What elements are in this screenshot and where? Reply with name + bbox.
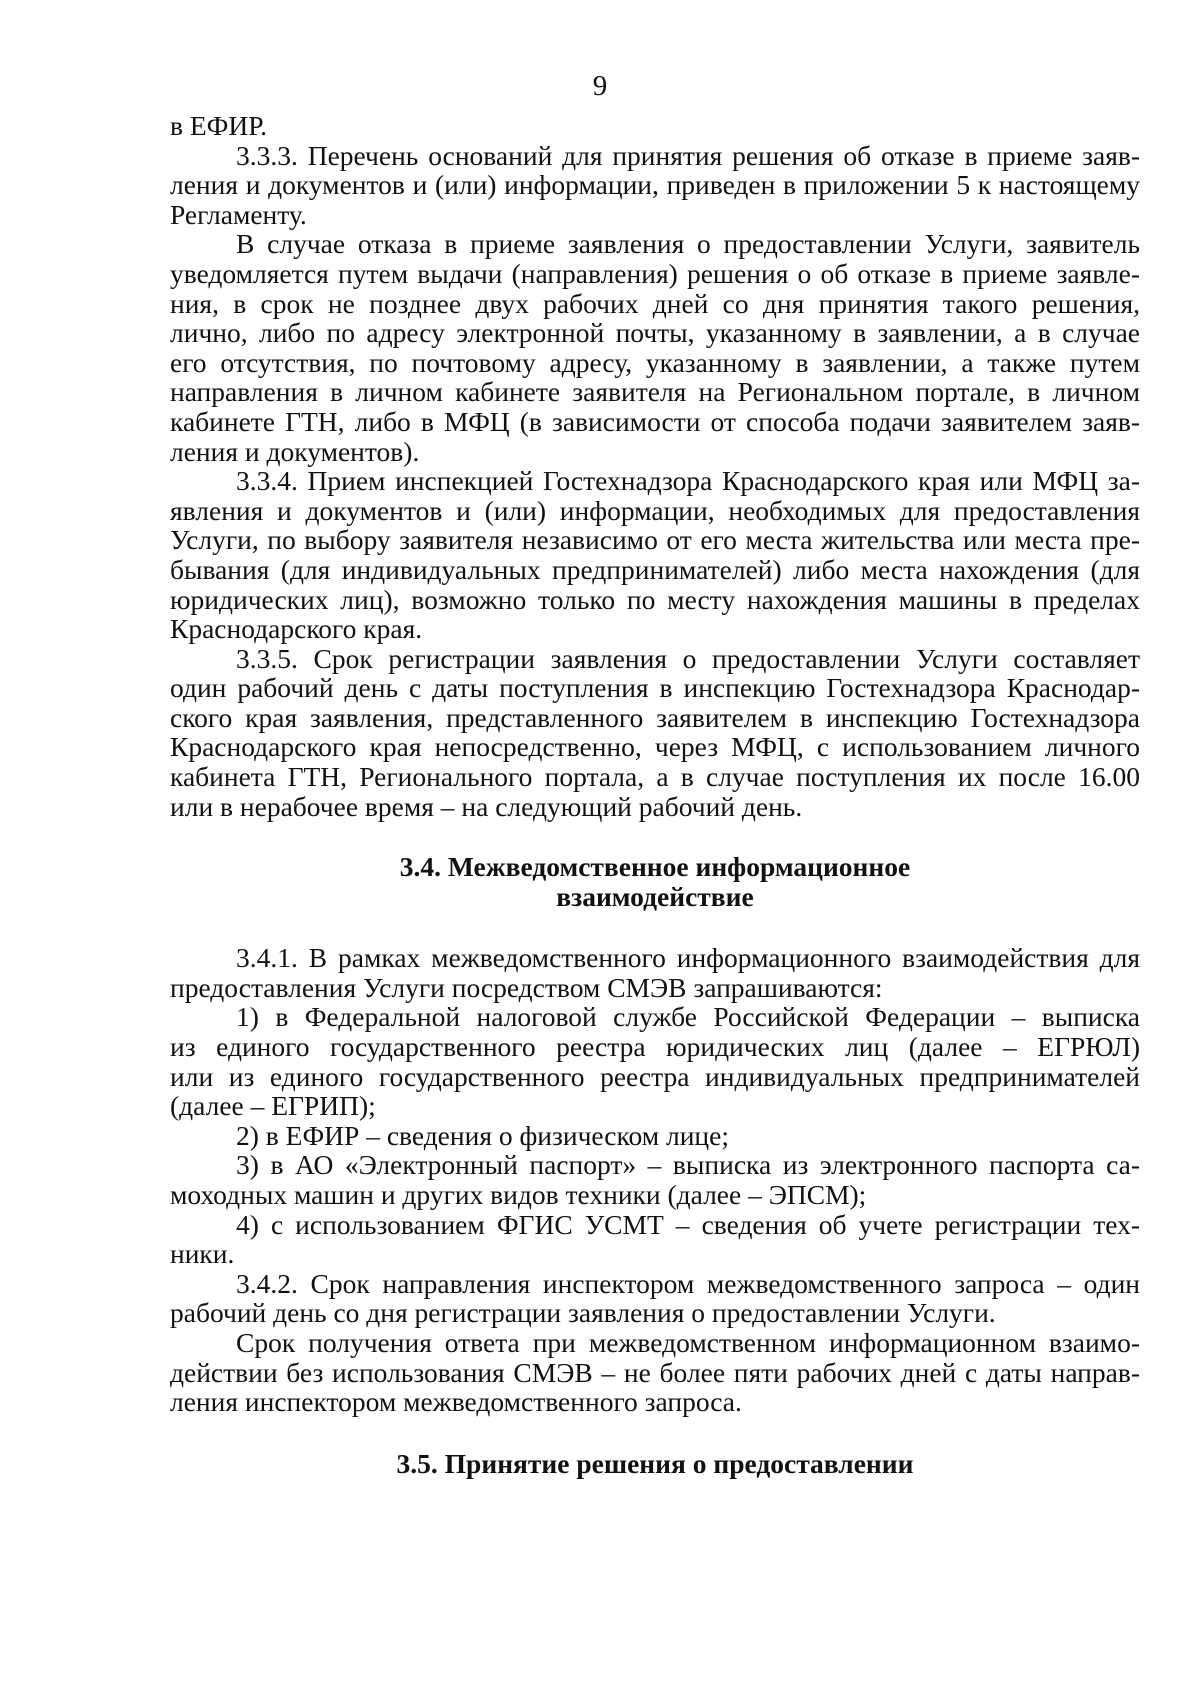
text-line: предоставления Услуги посредством СМЭВ запрашиваются: [170, 971, 883, 1003]
text-line: или из единого государственного реестра индивидуальных предпринимателей [170, 1060, 1140, 1092]
text-line: Краснодарского края непосредственно, через МФЦ, с использованием личного [170, 731, 1140, 763]
text-line: Услуги, по выбору заявителя независимо от его места жительства или места пре- [170, 524, 1140, 556]
document-body [170, 111, 1140, 1479]
heading-line: взаимодействие [556, 881, 754, 913]
text-line: действии без использования СМЭВ – не более пяти рабочих дней с даты направ- [170, 1356, 1140, 1388]
text-line: 3.4.1. В рамках межведомственного информационного взаимодействия для [236, 942, 1140, 974]
text-line: рабочий день со дня регистрации заявления о предоставлении Услуги. [170, 1297, 996, 1329]
text-line: бывания (для индивидуальных предпринимателей) либо места нахождения (для [170, 553, 1140, 585]
text-line: 2) в ЕФИР – сведения о физическом лице; [236, 1119, 729, 1151]
clause-3-3-5 [170, 644, 1140, 822]
clause-3-4-1-item-3 [170, 1150, 1140, 1209]
text-line: ники. [170, 1238, 235, 1270]
text-line: 1) в Федеральной налоговой службе Российской Федерации – выписка [236, 1001, 1140, 1033]
text-line: уведомляется путем выдачи (направления) решения о об отказе в приеме заявле- [170, 257, 1140, 289]
clause-3-4-1-item-2 [170, 1121, 1140, 1151]
text-line: Краснодарского края. [170, 613, 423, 645]
heading-line: 3.5. Принятие решения о предоставлении [396, 1447, 914, 1479]
text-line: (далее – ЕГРИП); [170, 1090, 376, 1122]
text-line: ления и документов). [170, 435, 420, 467]
text-line: 3.4.2. Срок направления инспектором межведомственного запроса – один [236, 1267, 1140, 1299]
text-line: 3.3.3. Перечень оснований для принятия решения об отказе в приеме заяв- [236, 139, 1140, 171]
text-line: 4) с использованием ФГИС УСМТ – сведения об учете регистрации тех- [236, 1208, 1140, 1240]
text-line: Регламенту. [170, 198, 307, 230]
text-line: его отсутствия, по почтовому адресу, указанному в заявлении, а также путем [170, 346, 1140, 378]
text-line: кабинете ГТН, либо в МФЦ (в зависимости от способа подачи заявителем заяв- [170, 405, 1140, 437]
clause-3-3-4 [170, 466, 1140, 644]
efir-continuation [170, 111, 1140, 141]
text-line: направления в личном кабинете заявителя на Региональном портале, в личном [170, 376, 1140, 408]
text-line: лично, либо по адресу электронной почты, указанному в заявлении, а в случае [170, 317, 1140, 349]
section-heading-3-5 [170, 1449, 1140, 1479]
section-heading-3-4 [170, 852, 1140, 912]
text-line: ского края заявления, представленного заявителем в инспекцию Гостехнадзора [170, 701, 1140, 733]
clause-3-3-3 [170, 141, 1140, 230]
clause-3-4-1-item-1 [170, 1002, 1140, 1120]
text-line: явления и документов и (или) информации, необходимых для предоставления [170, 494, 1140, 526]
response-deadline-paragraph [170, 1328, 1140, 1417]
clause-3-4-2 [170, 1269, 1140, 1328]
refusal-notification-paragraph [170, 229, 1140, 466]
text-line: юридических лиц), возможно только по месту нахождения машины в пределах [170, 583, 1140, 615]
text-line: В случае отказа в приеме заявления о предоставлении Услуги, заявитель [236, 228, 1140, 260]
text-line: моходных машин и других видов техники (далее – ЭПСМ); [170, 1179, 867, 1210]
text-line: в ЕФИР. [170, 110, 267, 141]
clause-3-4-1-item-4 [170, 1210, 1140, 1269]
clause-3-4-1 [170, 943, 1140, 1002]
heading-line: 3.4. Межведомственное информационное [399, 851, 911, 883]
text-line: 3.3.4. Прием инспекцией Гостехнадзора Краснодарского края или МФЦ за- [236, 465, 1140, 497]
text-line: Срок получения ответа при межведомственном информационном взаимо- [236, 1326, 1140, 1358]
text-line: или в нерабочее время – на следующий рабочий день. [170, 790, 803, 822]
text-line: 3) в АО «Электронный паспорт» – выписка из электронного паспорта са- [236, 1149, 1140, 1181]
text-line: ления и документов и (или) информации, приведен в приложении 5 к настоящему [170, 169, 1140, 201]
text-line: кабинета ГТН, Регионального портала, а в случае поступления их после 16.00 [170, 761, 1140, 793]
page-number: 9 [592, 70, 608, 102]
text-line: 3.3.5. Срок регистрации заявления о предоставлении Услуги составляет [236, 642, 1140, 674]
text-line: из единого государственного реестра юридических лиц (далее – ЕГРЮЛ) [170, 1031, 1140, 1063]
text-line: ления инспектором межведомственного запроса. [170, 1386, 742, 1418]
text-line: ния, в срок не позднее двух рабочих дней со дня принятия такого решения, [170, 287, 1140, 319]
text-line: один рабочий день с даты поступления в инспекцию Гостехнадзора Краснодар- [170, 672, 1140, 704]
